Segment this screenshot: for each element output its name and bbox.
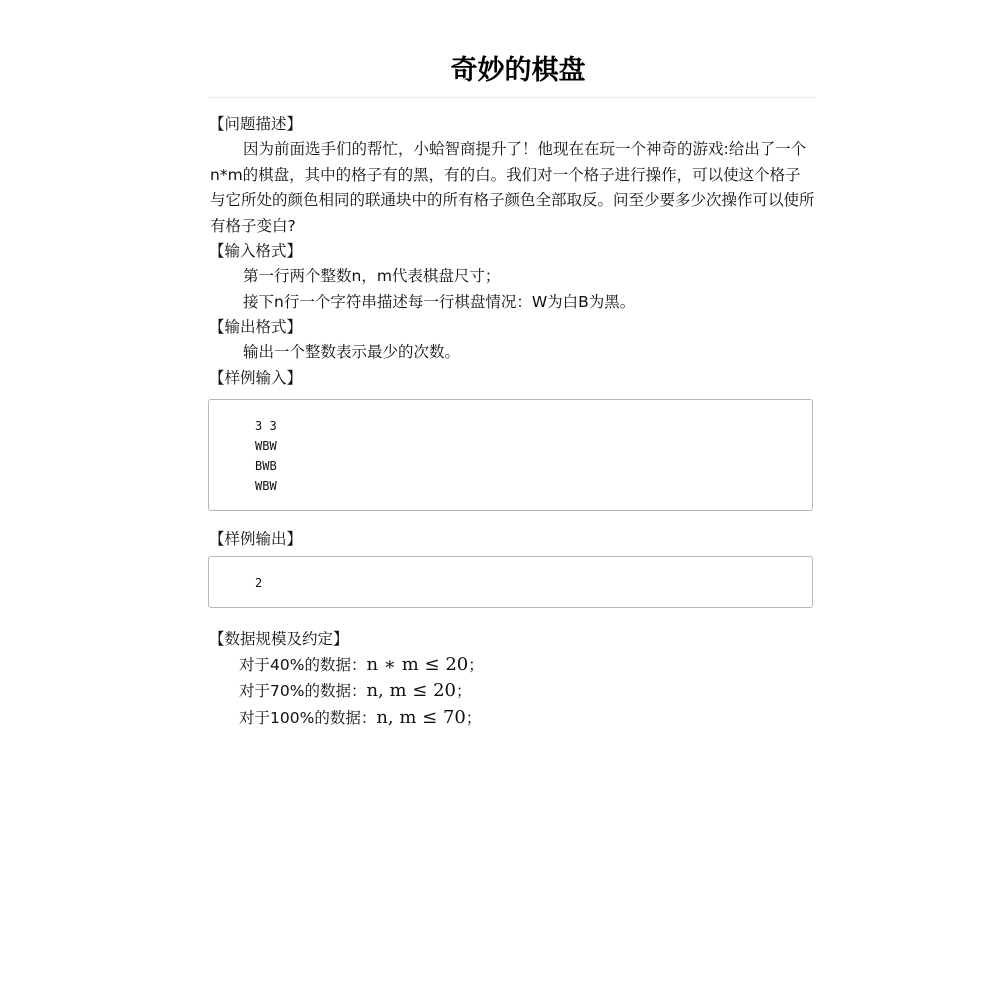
code-line: 3 3 xyxy=(255,418,277,433)
description-text xyxy=(208,137,816,239)
constraint-prefix: 对于100%的数据： xyxy=(239,708,377,727)
page-title: 奇妙的棋盘 xyxy=(450,55,586,86)
constraints-heading: 【数据规模及约定】 xyxy=(209,629,349,648)
title-divider xyxy=(208,97,816,98)
output-format-line: 输出一个整数表示最少的次数。 xyxy=(243,343,461,361)
constraint-suffix: ； xyxy=(465,708,482,727)
input-format-line: 接下n行一个字符串描述每一行棋盘情况：W为白B为黑。 xyxy=(243,292,636,311)
code-line: BWB xyxy=(255,458,277,473)
output-format-heading: 【输出格式】 xyxy=(209,318,303,336)
sample-input-heading: 【样例输入】 xyxy=(209,368,303,387)
constraint-prefix: 对于40%的数据： xyxy=(239,655,367,674)
constraint-formula: n, m ≤ 70 xyxy=(376,706,466,728)
description-heading: 【问题描述】 xyxy=(209,115,303,133)
sample-output-section xyxy=(208,527,816,627)
code-line: 2 xyxy=(255,575,263,590)
description-section xyxy=(208,112,816,239)
constraint-formula: n ∗ m ≤ 20 xyxy=(366,653,469,675)
input-format-section xyxy=(208,239,816,315)
sample-input-section xyxy=(208,366,816,530)
output-format-section xyxy=(208,315,816,366)
constraint-item xyxy=(208,705,816,732)
problem-page xyxy=(208,0,816,731)
constraint-suffix: ； xyxy=(456,682,472,700)
sample-output-codebox[interactable] xyxy=(208,556,813,608)
input-format-line: 第一行两个整数n，m代表棋盘尺寸； xyxy=(243,267,501,285)
code-line: WBW xyxy=(255,478,277,493)
constraint-item xyxy=(208,652,816,679)
constraint-suffix: ； xyxy=(468,655,484,674)
description-body: 因为前面选手们的帮忙，小蛤智商提升了！他现在在玩一个神奇的游戏:给出了一个n*m的棋盘，其中的格子有的黑，有的白。我们对一个格子进行操作，可以使这个格子与它所处的颜色相同的联通块中的所有格子颜色全部取反。问至少要多少次操作可以使所有格子变白? xyxy=(210,140,815,235)
sample-input-codebox[interactable] xyxy=(208,399,813,511)
constraint-formula: n, m ≤ 20 xyxy=(366,680,456,701)
code-line: WBW xyxy=(255,438,277,453)
input-format-heading: 【输入格式】 xyxy=(209,242,303,260)
constraint-item xyxy=(208,678,816,705)
constraints-section xyxy=(208,627,816,732)
constraint-prefix: 对于70%的数据： xyxy=(239,682,367,700)
sample-output-heading: 【样例输出】 xyxy=(209,529,303,548)
